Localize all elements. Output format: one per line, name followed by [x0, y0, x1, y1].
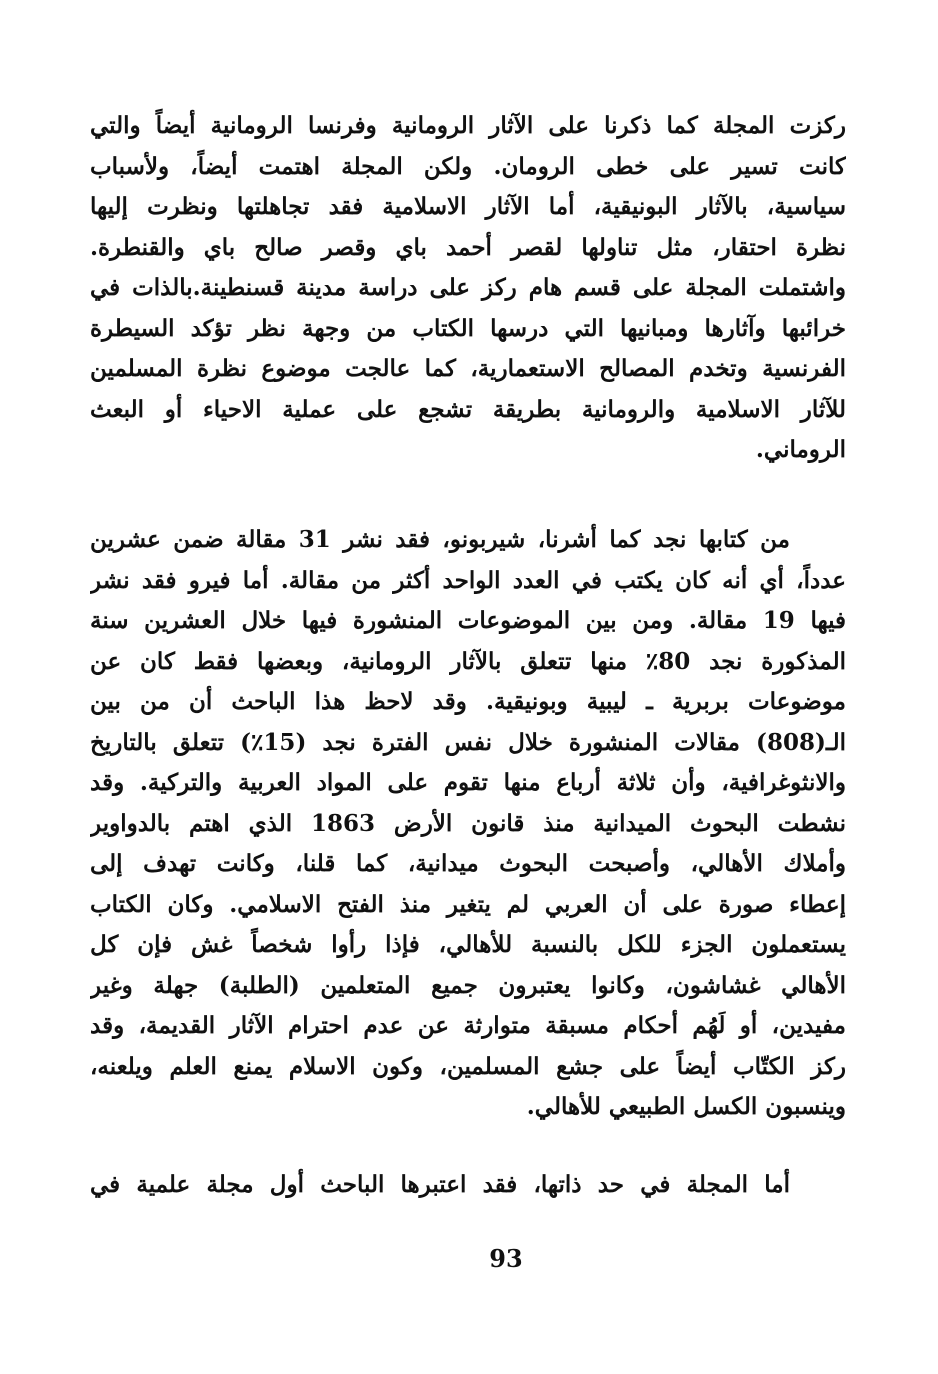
- page-number: 93: [489, 1244, 523, 1273]
- text-line: وينسبون الكسل الطبيعي للأهالي.: [526, 1093, 846, 1120]
- text-line: أما المجلة في حد ذاتها، فقد اعتبرها الباحث أول مجلة علمية في: [90, 1171, 790, 1198]
- paragraph-3: [90, 1165, 846, 1206]
- text-line: للآثار الاسلامية والرومانية بطريقة تشجع على عملية الاحياء أو البعث: [90, 395, 846, 423]
- text-line: الأهالي غشاشون، وكانوا يعتبرون جميع المتعلمين (الطلبة) جهلة وغير: [90, 971, 846, 999]
- text-line: سياسية، بالآثار البونيقية، أما الآثار الاسلامية فقد تجاهلتها ونظرت إليها: [90, 193, 846, 220]
- text-line: ركز الكتّاب أيضاً على جشع المسلمين، وكون الاسلام يمنع العلم ويلعنه،: [90, 1052, 846, 1080]
- text-line: فيها 19 مقالة. ومن بين الموضوعات المنشورة فيها خلال العشرين سنة: [90, 607, 846, 634]
- text-line: عدداً، أي أنه كان يكتب في العدد الواحد أكثر من مقالة. أما فيرو فقد نشر: [90, 566, 846, 594]
- text-line: نشطت البحوث الميدانية منذ قانون الأرض 1863 الذي اهتم بالدواوير: [90, 809, 846, 837]
- text-line: الـ(808) مقالات المنشورة خلال نفس الفترة نجد (15٪) تتعلق بالتاريخ: [90, 728, 846, 756]
- text-line: المذكورة نجد 80٪ منها تتعلق بالآثار الرومانية، وبعضها فقط كان عن: [90, 647, 846, 675]
- text-line: الفرنسية وتخدم المصالح الاستعمارية، كما عالجت موضوع نظرة المسلمين: [90, 355, 846, 382]
- text-line: إعطاء صورة على أن العربي لم يتغير منذ الفتح الاسلامي. وكان الكتاب: [90, 890, 846, 918]
- text-line: وأملاك الأهالي، وأصبحت البحوث ميدانية، كما قلنا، وكانت تهدف إلى: [90, 850, 846, 877]
- text-line: موضوعات بربرية ـ ليبية وبونيقية. وقد لاحظ هذا الباحث أن من بين: [90, 688, 846, 715]
- text-line: يستعملون الجزء للكل بالنسبة للأهالي، فإذا رأوا شخصاً غش فإن كل: [90, 931, 846, 958]
- text-line: من كتابها نجد كما أشرنا، شيربونو، فقد نشر 31 مقالة ضمن عشرين: [90, 526, 791, 553]
- text-line: خرائبها وآثارها ومبانيها التي درسها الكتاب من وجهة نظر تؤكد السيطرة: [90, 314, 846, 342]
- text-line: الروماني.: [755, 436, 846, 463]
- text-line: والانثوغرافية، وأن ثلاثة أرباع منها تقوم على المواد العربية والتركية. وقد: [90, 769, 846, 796]
- text-line: مفيدين، أو لَهُم أحكام مسبقة متوارثة عن عدم احترام الآثار القديمة، وقد: [90, 1012, 846, 1039]
- text-line: ركزت المجلة كما ذكرنا على الآثار الرومانية وفرنسا الرومانية أيضاً والتي: [90, 112, 846, 139]
- paragraph-2: [90, 520, 846, 1128]
- text-line: كانت تسير على خطى الرومان. ولكن المجلة اهتمت أيضاً، ولأسباب: [90, 152, 846, 180]
- text-line: نظرة احتقار، مثل تناولها لقصر أحمد باي وقصر صالح باي والقنطرة.: [90, 233, 846, 261]
- paragraph-1: [90, 106, 846, 471]
- text-line: واشتملت المجلة على قسم هام ركز على دراسة مدينة قسنطينة.بالذات في: [90, 274, 846, 301]
